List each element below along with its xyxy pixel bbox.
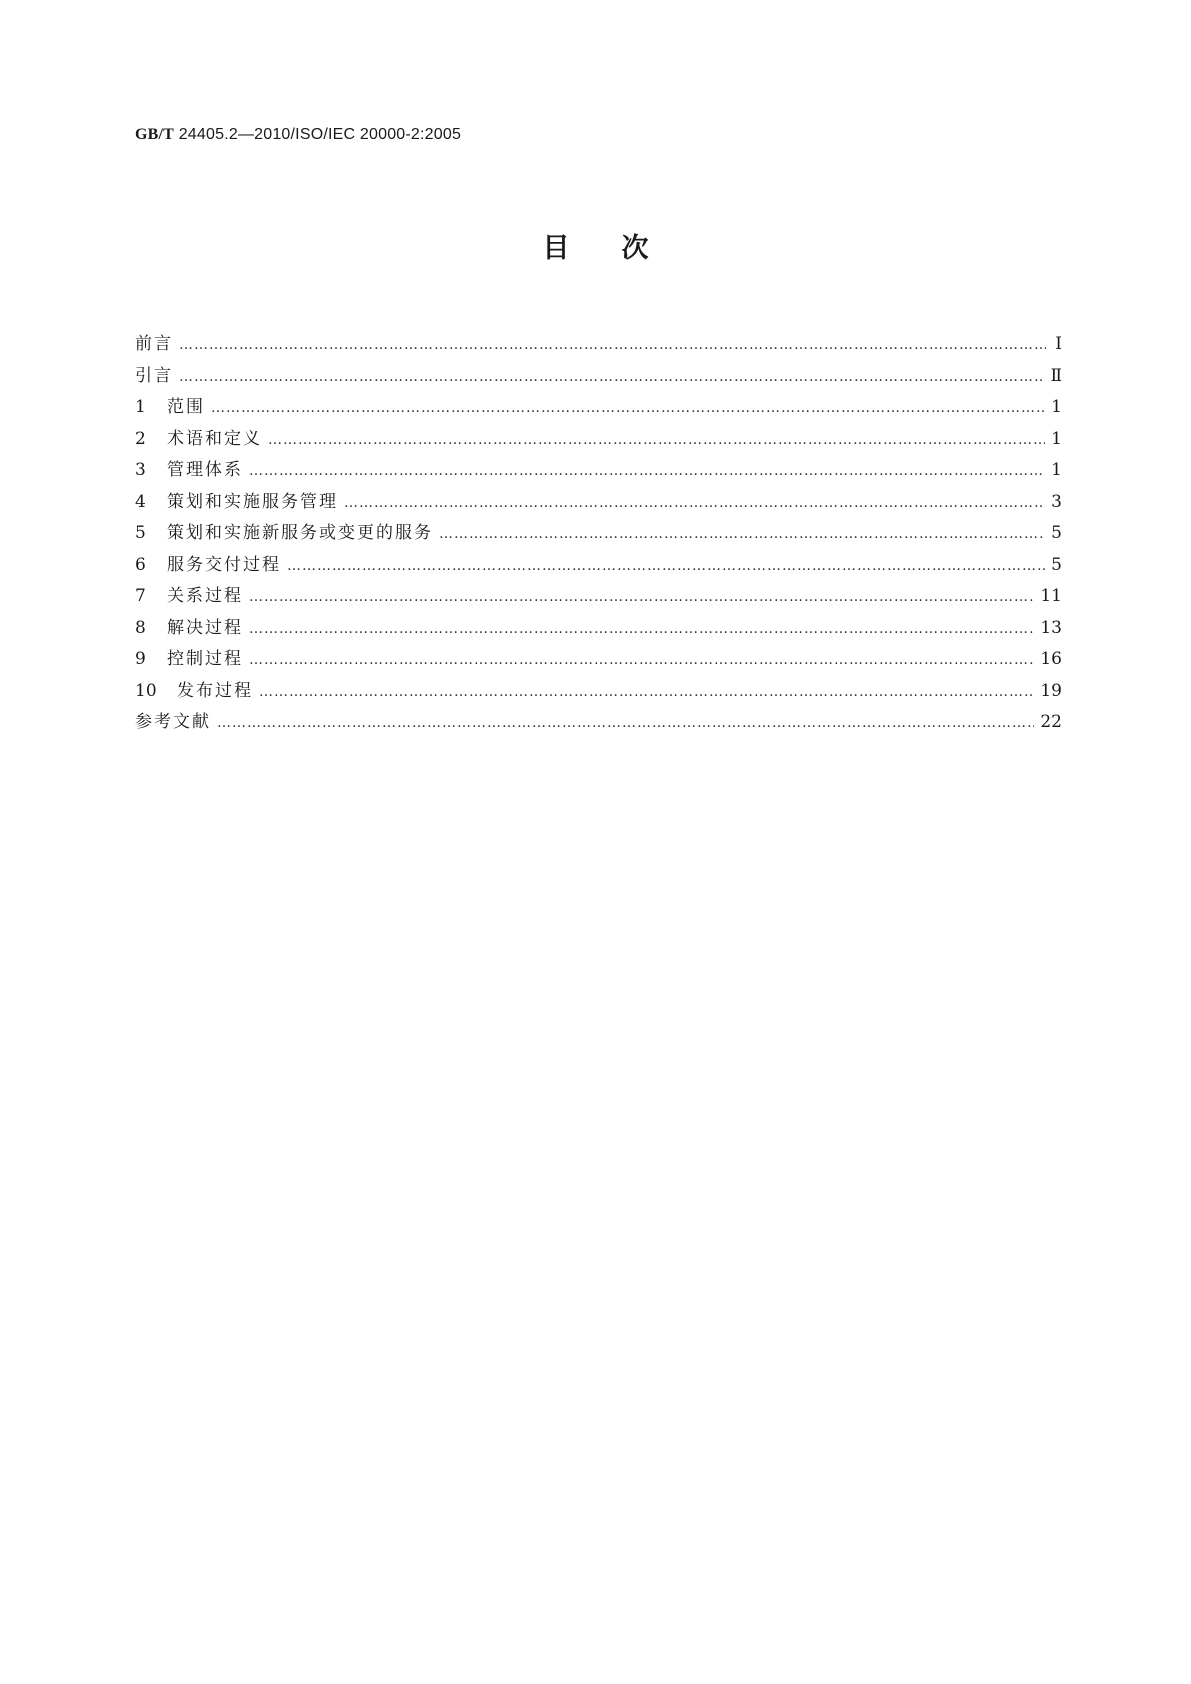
toc-entry-bibliography[interactable] bbox=[135, 707, 1062, 739]
toc-leader-dots bbox=[249, 621, 1034, 637]
toc-entry-page: Ⅱ bbox=[1050, 365, 1062, 386]
toc-entry-page: 13 bbox=[1040, 617, 1062, 638]
toc-entry-title: 管理体系 bbox=[167, 460, 243, 480]
document-header bbox=[135, 126, 461, 144]
toc-entry-page: 5 bbox=[1051, 523, 1062, 543]
toc-leader-dots bbox=[249, 652, 1034, 668]
toc-entry-page: 11 bbox=[1040, 586, 1062, 606]
toc-entry-number: 10 bbox=[135, 680, 157, 701]
toc-entry-page: 3 bbox=[1051, 491, 1062, 512]
toc-entry-number: 4 bbox=[135, 491, 146, 512]
toc-entry-number: 5 bbox=[135, 523, 146, 543]
table-of-contents bbox=[135, 329, 1062, 739]
toc-entry-number: 8 bbox=[135, 617, 146, 638]
toc-entry-6[interactable] bbox=[135, 550, 1062, 582]
toc-entry-page: 1 bbox=[1051, 428, 1062, 449]
toc-leader-dots bbox=[259, 684, 1034, 700]
toc-entry-3[interactable] bbox=[135, 455, 1062, 487]
toc-entry-2[interactable] bbox=[135, 424, 1062, 456]
toc-leader-dots bbox=[287, 558, 1045, 574]
toc-entry-number: 1 bbox=[135, 397, 146, 417]
toc-entry-title: 控制过程 bbox=[167, 649, 243, 669]
toc-entry-introduction[interactable] bbox=[135, 361, 1062, 393]
toc-entry-title: 术语和定义 bbox=[167, 428, 262, 449]
toc-entry-title: 策划和实施新服务或变更的服务 bbox=[167, 523, 433, 543]
toc-entry-4[interactable] bbox=[135, 487, 1062, 519]
toc-entry-page: 1 bbox=[1051, 397, 1062, 417]
toc-entry-page: 5 bbox=[1051, 554, 1062, 575]
toc-leader-dots bbox=[439, 526, 1045, 542]
toc-entry-10[interactable] bbox=[135, 676, 1062, 708]
toc-leader-dots bbox=[179, 337, 1046, 353]
toc-leader-dots bbox=[249, 463, 1045, 479]
toc-entry-5[interactable] bbox=[135, 518, 1062, 550]
standard-number: 24405.2—2010/ISO/IEC 20000-2:2005 bbox=[178, 126, 462, 143]
toc-entry-7[interactable] bbox=[135, 581, 1062, 613]
toc-leader-dots bbox=[344, 495, 1045, 511]
toc-entry-title: 解决过程 bbox=[167, 617, 243, 638]
toc-entry-page: 1 bbox=[1051, 460, 1062, 480]
toc-leader-dots bbox=[268, 432, 1045, 448]
toc-entry-title: 服务交付过程 bbox=[167, 554, 281, 575]
standard-code: GB/T bbox=[135, 126, 175, 143]
toc-leader-dots bbox=[217, 715, 1034, 731]
toc-entry-title: 关系过程 bbox=[167, 586, 243, 606]
toc-leader-dots bbox=[179, 369, 1044, 385]
toc-entry-foreword[interactable] bbox=[135, 329, 1062, 361]
toc-entry-page: Ⅰ bbox=[1055, 334, 1062, 354]
toc-entry-number: 7 bbox=[135, 586, 146, 606]
toc-entry-number: 3 bbox=[135, 460, 146, 480]
toc-leader-dots bbox=[211, 400, 1045, 416]
toc-entry-page: 16 bbox=[1040, 649, 1062, 669]
toc-entry-number: 2 bbox=[135, 428, 146, 449]
toc-entry-number: 6 bbox=[135, 554, 146, 575]
toc-entry-page: 19 bbox=[1040, 680, 1062, 701]
toc-entry-title: 参考文献 bbox=[135, 712, 211, 732]
toc-entry-page: 22 bbox=[1040, 712, 1062, 732]
toc-entry-number: 9 bbox=[135, 649, 146, 669]
toc-entry-title: 策划和实施服务管理 bbox=[167, 491, 338, 512]
toc-entry-title: 发布过程 bbox=[177, 680, 253, 701]
toc-entry-title: 范围 bbox=[167, 397, 205, 417]
toc-entry-title: 引言 bbox=[135, 365, 173, 386]
toc-title: 目次 bbox=[542, 233, 701, 264]
toc-leader-dots bbox=[249, 589, 1034, 605]
toc-entry-8[interactable] bbox=[135, 613, 1062, 645]
toc-entry-title: 前言 bbox=[135, 334, 173, 354]
toc-entry-9[interactable] bbox=[135, 644, 1062, 676]
toc-entry-1[interactable] bbox=[135, 392, 1062, 424]
